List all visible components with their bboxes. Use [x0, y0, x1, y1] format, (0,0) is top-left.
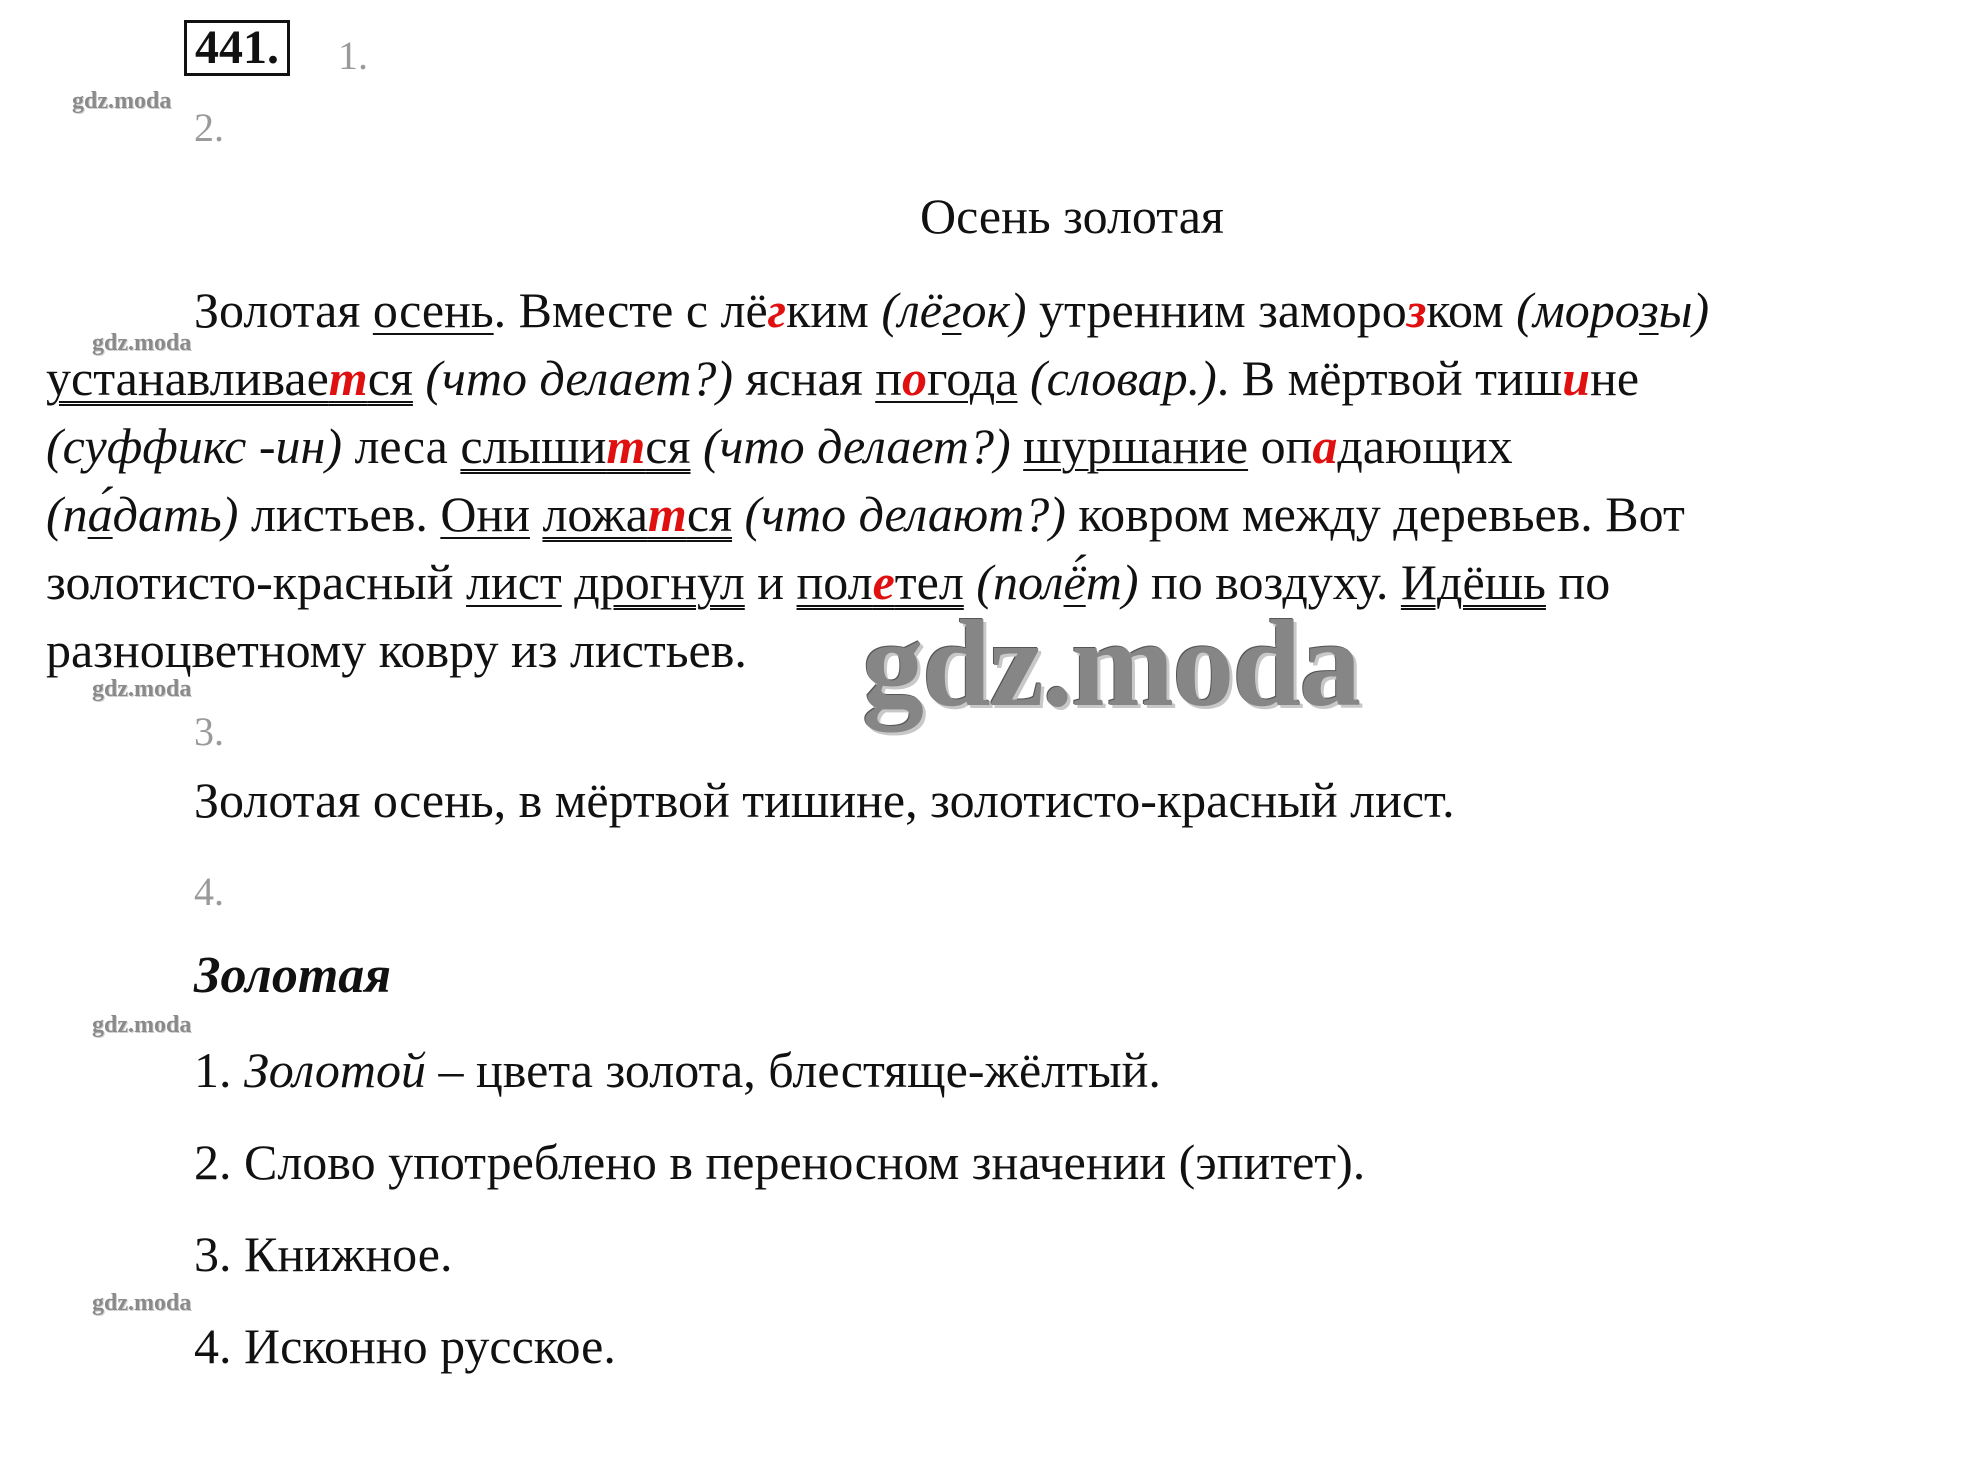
watermark-small: gdz.moda [92, 1290, 192, 1316]
check-hint: (лёгок) [881, 282, 1027, 338]
predicate-word: полетел [796, 554, 964, 610]
check-hint: (что делают?) [744, 486, 1066, 542]
inserted-letter: г [767, 282, 787, 338]
predicate-word: ложатся [542, 486, 733, 542]
analysis-item-4: 4. Исконно русское. [194, 1318, 616, 1374]
watermark-small: gdz.moda [72, 88, 172, 114]
predicate-word: слышится [460, 418, 691, 474]
passage-line-1: Золотая осень. Вместе с лёгким (лёгок) утренним заморозком (морозы) [194, 282, 1710, 338]
predicate-word: устанавливается [46, 350, 413, 406]
check-hint: (что делает?) [425, 350, 734, 406]
watermark-small: gdz.moda [92, 676, 192, 702]
check-hint: (па́дать) [46, 486, 239, 542]
subject-word: осень [372, 282, 494, 338]
check-hint: (словар.) [1029, 350, 1217, 406]
passage-line-5: золотисто-красный лист дрогнул и полетел (полё́т) по воздуху. Идёшь по [46, 554, 1611, 610]
inserted-letter: и [1562, 350, 1591, 406]
check-hint: (что делает?) [702, 418, 1011, 474]
subject-word: погода [875, 350, 1018, 406]
predicate-word: дрогнул [574, 554, 745, 610]
check-hint: (суффикс -ин) [46, 418, 342, 474]
passage-line-6: разноцветному ковру из листьев. [46, 622, 747, 678]
inserted-letter: з [1406, 282, 1427, 338]
collocations-answer: Золотая осень, в мёртвой тишине, золотисто-красный лист. [194, 772, 1455, 828]
task-marker-2: 2. [194, 105, 224, 150]
task-marker-3: 3. [194, 709, 224, 754]
passage-line-3: (суффикс -ин) леса слышится (что делает?) шуршание опадающих [46, 418, 1513, 474]
subject-word: Они [440, 486, 530, 542]
task-marker-1: 1. [338, 33, 368, 78]
subject-word: шуршание [1023, 418, 1249, 474]
exercise-number: 441. [184, 20, 290, 76]
parsed-word-heading: Золотая [194, 947, 392, 1004]
passage-line-2: устанавливается (что делает?) ясная погода (словар.). В мёртвой тишине [46, 350, 1640, 406]
predicate-word: Идёшь [1400, 554, 1546, 610]
inserted-letter: а [1312, 418, 1338, 474]
check-hint: (морозы) [1516, 282, 1710, 338]
passage-line-4: (па́дать) листьев. Они ложатся (что делают?) ковром между деревьев. Вот [46, 486, 1685, 542]
task-marker-4: 4. [194, 869, 224, 914]
analysis-item-3: 3. Книжное. [194, 1226, 453, 1282]
watermark-small: gdz.moda [92, 330, 192, 356]
passage-title: Осень золотая [920, 188, 1224, 244]
subject-word: лист [466, 554, 562, 610]
watermark-large: gdz.moda [862, 595, 1360, 732]
analysis-item-2: 2. Слово употреблено в переносном значении (эпитет). [194, 1134, 1366, 1190]
analysis-item-1: 1. Золотой – цвета золота, блестяще-жёлтый. [194, 1042, 1161, 1098]
watermark-small: gdz.moda [92, 1012, 192, 1038]
check-hint: (полё́т) [976, 554, 1139, 610]
